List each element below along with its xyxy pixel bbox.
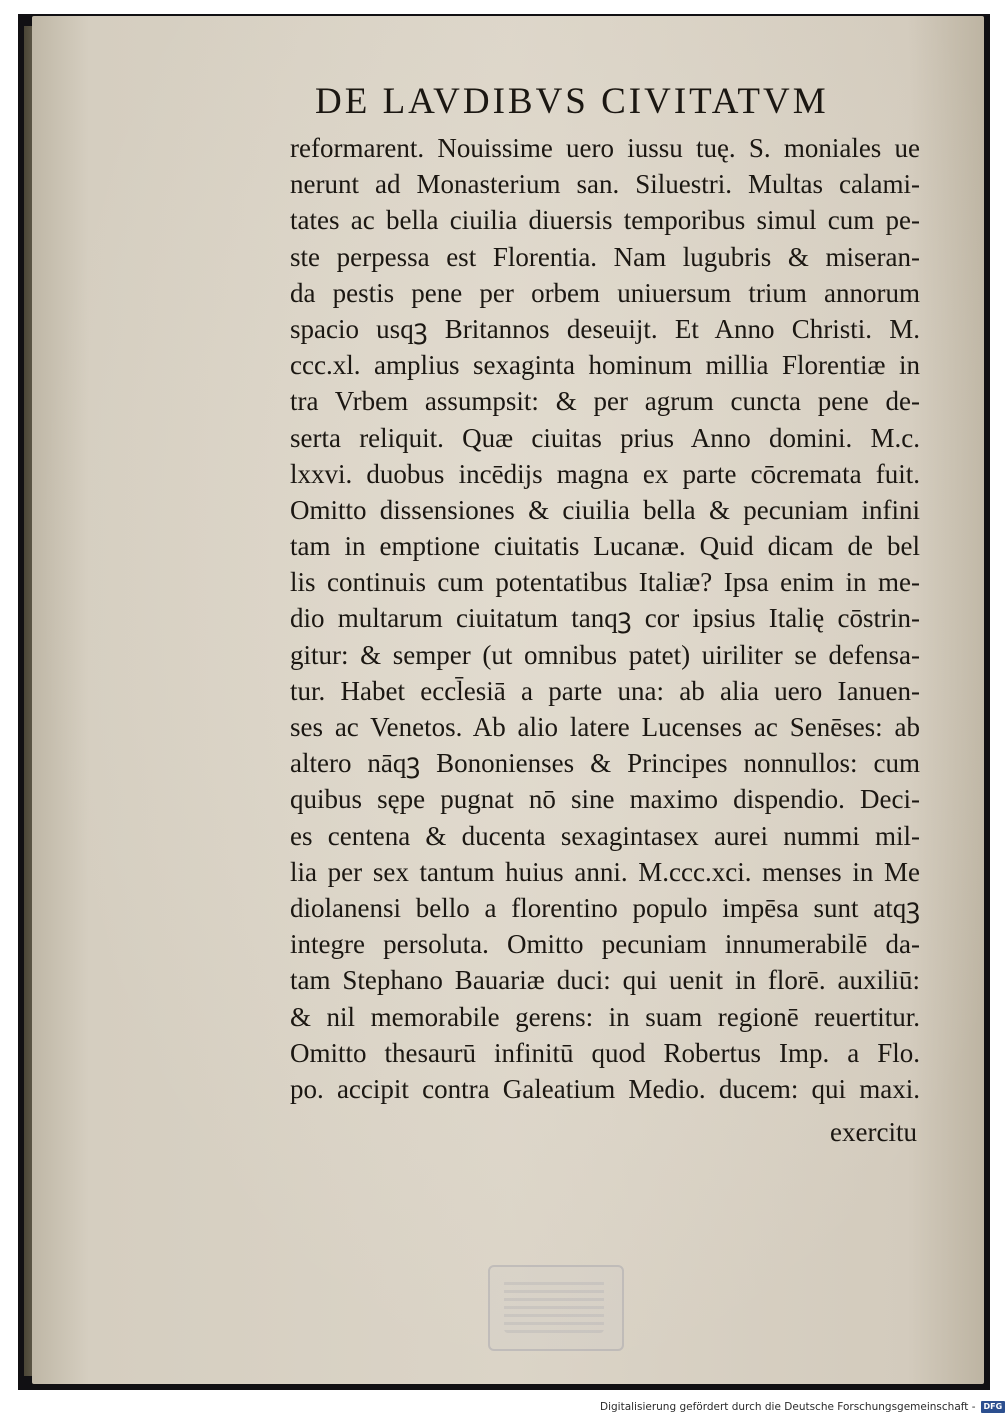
- text-line: serta reliquit. Quæ ciuitas prius Anno domini. M.c.: [290, 422, 920, 453]
- text-line: Omitto dissensiones & ciuilia bella & pecuniam infini: [290, 494, 920, 525]
- catchword: exercitu: [830, 1117, 917, 1147]
- text-line: reformarent. Nouissime uero iussu tuę. S. moniales ue: [290, 133, 920, 163]
- text-line: tra Vrbem assumpsit: & per agrum cuncta pene de-: [290, 386, 920, 417]
- text-line: spacio usqꝫ Britannos deseuijt. Et Anno Christi. M.: [290, 313, 920, 344]
- dfg-logo-icon: DFG: [981, 1401, 1005, 1413]
- text-line: ses ac Venetos. Ab alio latere Lucenses ac Senēses: ab: [290, 712, 920, 742]
- text-line: lia per sex tantum huius anni. M.ccc.xci. menses in Me: [290, 856, 920, 887]
- text-line: ste perpessa est Florentia. Nam lugubris & miseran-: [290, 241, 920, 272]
- text-line: lis continuis cum potentatibus Italiæ? Ipsa enim in me-: [290, 567, 920, 598]
- text-line: quibus sępe pugnat nō sine maximo dispendio. Deci-: [290, 784, 920, 815]
- body-text: [290, 130, 930, 1107]
- text-line: tam in emptione ciuitatis Lucanæ. Quid dicam de bel: [290, 531, 920, 562]
- text-line: po. accipit contra Galeatium Medio. ducem: qui maxi.: [290, 1073, 920, 1104]
- text-line: lxxvi. duobus incēdijs magna ex parte cōcremata fuit.: [290, 458, 920, 489]
- text-line: dio multarum ciuitatum tanqꝫ cor ipsius Italię cōstrin-: [290, 603, 920, 634]
- credit-text: Digitalisierung gefördert durch die Deutsche Forschungsgemeinschaft -: [600, 1401, 976, 1413]
- text-line: & nil memorabile gerens: in suam regionē reuertitur.: [290, 1001, 920, 1032]
- text-line: integre persoluta. Omitto pecuniam innumerabilē da-: [290, 929, 920, 960]
- text-line: diolanensi bello a florentino populo impēsa sunt atqꝫ: [290, 892, 920, 923]
- text-line: altero nāqꝫ Bononienses & Principes nonnullos: cum: [290, 748, 920, 779]
- stamp-mark: [504, 1279, 604, 1333]
- library-stamp: [488, 1265, 624, 1351]
- text-line: Omitto thesaurū infinitū quod Robertus Imp. a Flo.: [290, 1037, 920, 1068]
- text-line: tam Stephano Bauariæ duci: qui uenit in florē. auxiliū:: [290, 965, 920, 996]
- text-line: es centena & ducenta sexagintasex aurei nummi mil-: [290, 820, 920, 851]
- running-header: DE LAVDIBVS CIVITATVM: [315, 81, 829, 122]
- text-line: da pestis pene per orbem uniuersum trium annorum: [290, 277, 920, 308]
- text-line: ccc.xl. amplius sexaginta hominum millia Florentiæ in: [290, 350, 920, 381]
- digitization-credit: [600, 1398, 1005, 1416]
- text-line: nerunt ad Monasterium san. Siluestri. Multas calami-: [290, 169, 920, 200]
- text-line: gitur: & semper (ut omnibus patet) uiriliter se defensa-: [290, 639, 920, 670]
- text-line: tates ac bella ciuilia diuersis temporibus simul cum pe-: [290, 205, 920, 236]
- text-line: tur. Habet eccl̄esiā a parte una: ab alia uero Ianuen-: [290, 675, 920, 706]
